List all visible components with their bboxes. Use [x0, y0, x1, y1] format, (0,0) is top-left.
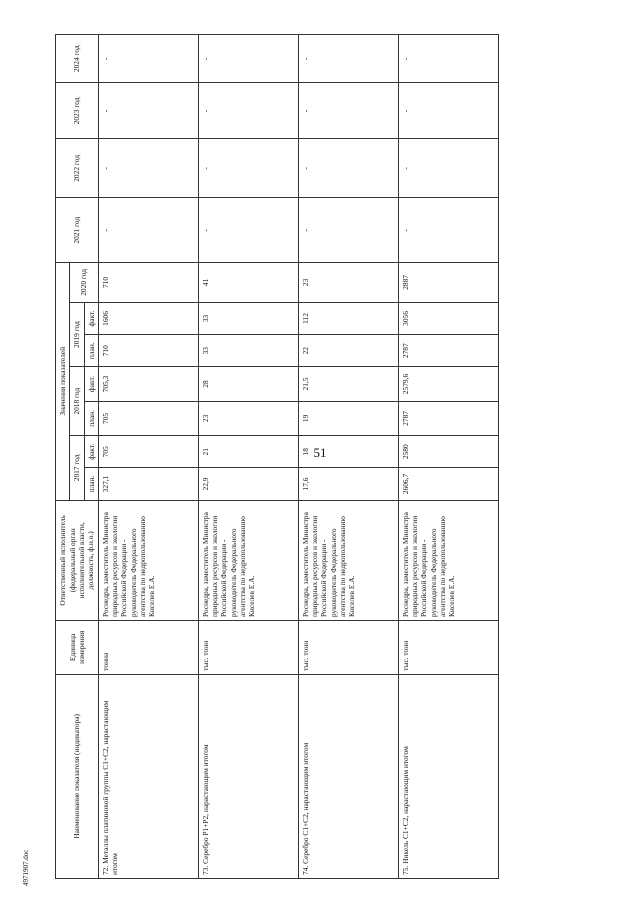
value-cell: 17,6 [298, 468, 398, 500]
header-2020: 2020 год [70, 262, 99, 302]
value-cell: 705 [98, 436, 198, 468]
value-cell: 23 [198, 401, 298, 435]
page-number: 51 [313, 445, 327, 460]
header-plan-2018: план. [84, 401, 98, 435]
value-cell: 710 [98, 262, 198, 302]
responsible-cell: Роснедра, заместитель Министра природных ресурсов и экологии Российской Федерации - руководитель Федерального агентства по недропользованию Киселев Е.А. [198, 500, 298, 620]
value-cell: - [398, 198, 498, 263]
value-cell: - [198, 198, 298, 263]
unit-cell: тонна [98, 621, 198, 675]
header-2022: 2022 год [56, 139, 99, 198]
value-cell: - [198, 35, 298, 83]
value-cell: 3056 [398, 302, 498, 334]
value-cell: 2787 [398, 335, 498, 367]
indicator-name: 74. Серебро С1+С2, нарастающим итогом [298, 674, 398, 878]
header-fact-2019: факт. [84, 302, 98, 334]
value-cell: 33 [198, 302, 298, 334]
header-unit: Единица измерения [56, 621, 99, 675]
indicators-table [55, 34, 499, 879]
header-plan-2019: план. [84, 335, 98, 367]
value-cell: - [298, 35, 398, 83]
indicator-name: 72. Металлы платиновой группы С1+С2, нарастающим итогом [98, 674, 198, 878]
header-2018: 2018 год [70, 367, 84, 436]
table-row [98, 35, 198, 879]
table-row [198, 35, 298, 879]
value-cell: - [98, 35, 198, 83]
header-2019: 2019 год [70, 302, 84, 367]
footer-filename: 4971907.doc [22, 849, 30, 886]
value-cell: 33 [198, 335, 298, 367]
header-2024: 2024 год [56, 35, 99, 83]
rotated-table-container [55, 34, 610, 879]
value-cell: - [98, 83, 198, 139]
header-values: Значения показателей [56, 262, 70, 500]
value-cell: 2579,6 [398, 367, 498, 401]
value-cell: 705,3 [98, 367, 198, 401]
value-cell: 21,5 [298, 367, 398, 401]
table-row [298, 35, 398, 879]
value-cell: 28 [198, 367, 298, 401]
value-cell: 2606,7 [398, 468, 498, 500]
value-cell: - [198, 139, 298, 198]
unit-cell: тыс. тонн [198, 621, 298, 675]
value-cell: - [398, 139, 498, 198]
table-row [398, 35, 498, 879]
responsible-cell: Роснедра, заместитель Министра природных ресурсов и экологии Российской Федерации - руководитель Федерального агентства по недропользованию Киселев Е.А. [398, 500, 498, 620]
value-cell: 21 [198, 436, 298, 468]
header-2021: 2021 год [56, 198, 99, 263]
value-cell: 1606 [98, 302, 198, 334]
value-cell: 327,1 [98, 468, 198, 500]
header-plan-2017: план. [84, 468, 98, 500]
value-cell: 19 [298, 401, 398, 435]
value-cell: 41 [198, 262, 298, 302]
value-cell: - [298, 83, 398, 139]
responsible-cell: Роснедра, заместитель Министра природных ресурсов и экологии Российской Федерации - руководитель Федерального агентства по недропользованию Киселев Е.А. [298, 500, 398, 620]
value-cell: - [398, 83, 498, 139]
header-2017: 2017 год [70, 436, 84, 501]
value-cell: 705 [98, 401, 198, 435]
header-fact-2017: факт. [84, 436, 98, 468]
value-cell: 2787 [398, 401, 498, 435]
header-fact-2018: факт. [84, 367, 98, 401]
value-cell: - [398, 35, 498, 83]
unit-cell: тыс. тонн [298, 621, 398, 675]
value-cell: 112 [298, 302, 398, 334]
value-cell: - [98, 198, 198, 263]
indicator-name: 75. Никель С1+С2, нарастающим итогом [398, 674, 498, 878]
value-cell: - [98, 139, 198, 198]
value-cell: 2580 [398, 436, 498, 468]
value-cell: 710 [98, 335, 198, 367]
value-cell: - [298, 198, 398, 263]
header-2023: 2023 год [56, 83, 99, 139]
value-cell: 22 [298, 335, 398, 367]
value-cell: - [298, 139, 398, 198]
indicator-name: 73. Серебро Р1+Р2, нарастающим итогом [198, 674, 298, 878]
value-cell: 22,9 [198, 468, 298, 500]
value-cell: 2887 [398, 262, 498, 302]
value-cell: 18 [298, 436, 398, 468]
header-responsible: Ответственный исполнитель (федеральный орган исполнительной власти, должность, ф.и.о.) [56, 500, 99, 620]
value-cell: - [198, 83, 298, 139]
responsible-cell: Роснедра, заместитель Министра природных ресурсов и экологии Российской Федерации - руководитель Федерального агентства по недропользованию Киселев Е.А. [98, 500, 198, 620]
header-name: Наименование показателя (индикатора) [56, 674, 99, 878]
unit-cell: тыс. тонн [398, 621, 498, 675]
value-cell: 23 [298, 262, 398, 302]
